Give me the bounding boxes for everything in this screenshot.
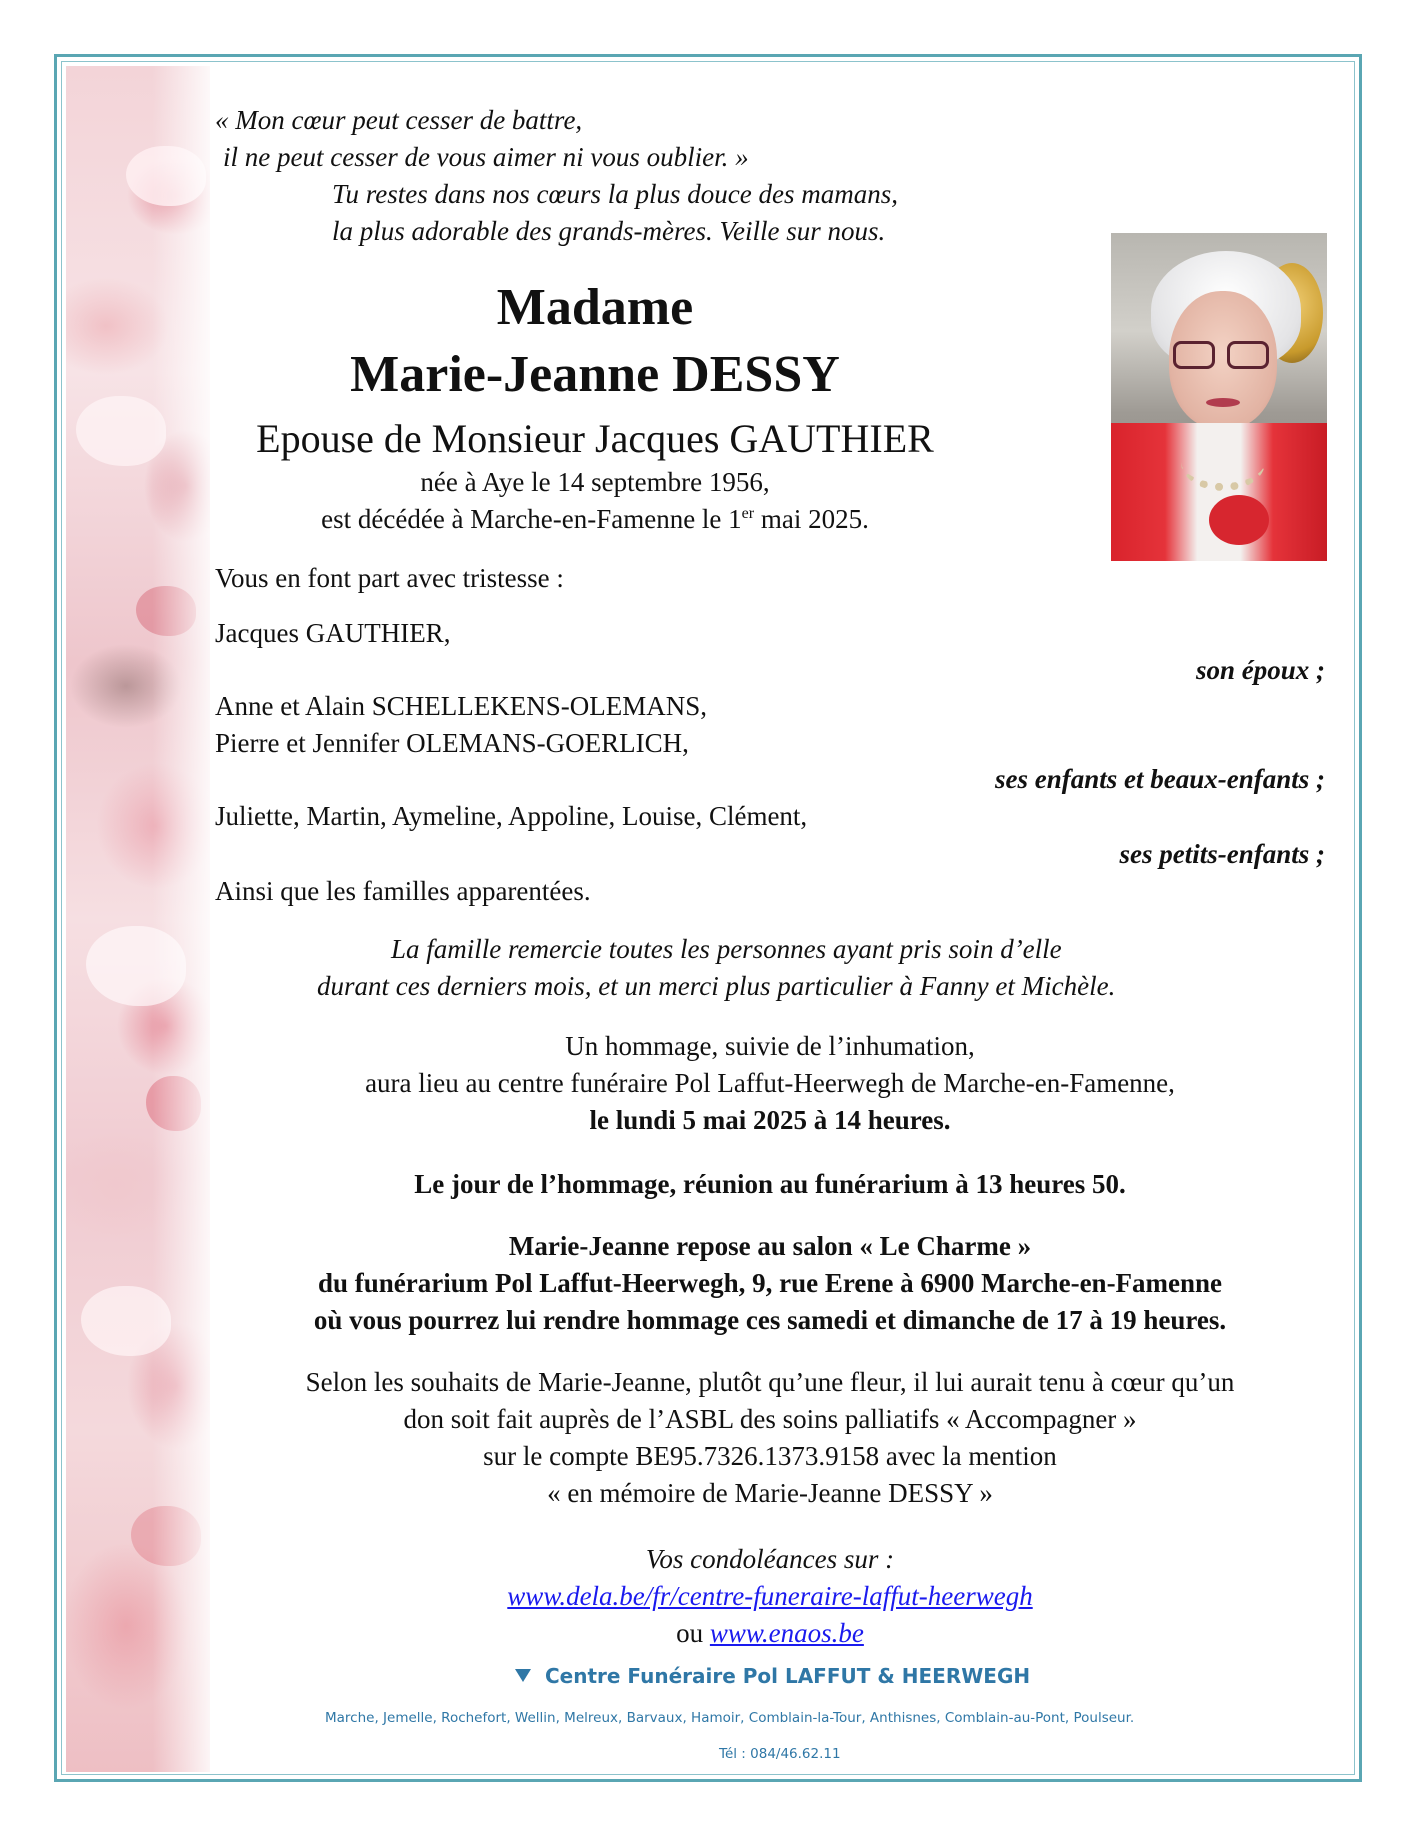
condolences-alt-row — [215, 1617, 1325, 1649]
thanks-line: La famille remercie toutes les personnes ayant pris soin d’elle — [391, 934, 1062, 964]
announcement-intro: Vous en font part avec tristesse : — [215, 563, 564, 593]
family-member: Anne et Alain SCHELLEKENS-OLEMANS, — [215, 691, 707, 721]
ceremony-date: le lundi 5 mai 2025 à 14 heures. — [589, 1105, 951, 1135]
family-member: Pierre et Jennifer OLEMANS-GOERLICH, — [215, 728, 689, 758]
ceremony-line: aura lieu au centre funéraire Pol Laffut-Heerwegh de Marche-en-Famenne, — [365, 1068, 1175, 1098]
or-text: ou — [676, 1618, 710, 1648]
condolences-link-dela[interactable]: www.dela.be/fr/centre-funeraire-laffut-heerwegh — [507, 1581, 1033, 1611]
family-member: Jacques GAUTHIER, — [215, 618, 451, 648]
funeral-home-phone: Tél : 084/46.62.11 — [719, 1746, 841, 1762]
spouse-line: Epouse de Monsieur Jacques GAUTHIER — [256, 416, 934, 461]
thanks-line: durant ces derniers mois, et un merci plus particulier à Fanny et Michèle. — [317, 971, 1116, 1001]
portrait-photo — [1111, 233, 1327, 561]
donation-line: sur le compte BE95.7326.1373.9158 avec la mention — [483, 1441, 1057, 1471]
donation-line: « en mémoire de Marie-Jeanne DESSY » — [547, 1478, 993, 1508]
donation-line: don soit fait auprès de l’ASBL des soins palliatifs « Accompagner » — [403, 1404, 1137, 1434]
condolences-label: Vos condoléances sur : — [645, 1544, 895, 1574]
poem-line: « Mon cœur peut cesser de battre, — [215, 105, 583, 135]
condolences-link-enaos[interactable]: www.enaos.be — [709, 1618, 864, 1648]
family-role: ses enfants et beaux-enfants ; — [995, 764, 1325, 794]
triangle-down-icon — [515, 1669, 531, 1682]
visitation-line: où vous pourrez lui rendre hommage ces samedi et dimanche de 17 à 19 heures. — [313, 1305, 1227, 1335]
ceremony-line: Un hommage, suivie de l’inhumation, — [565, 1031, 975, 1061]
family-role: ses petits-enfants ; — [1119, 839, 1325, 869]
poem-line: Tu restes dans nos cœurs la plus douce des mamans, — [332, 179, 899, 209]
family-member: Juliette, Martin, Aymeline, Appoline, Louise, Clément, — [215, 801, 808, 831]
family-role: son époux ; — [1195, 655, 1325, 685]
birth-line: née à Aye le 14 septembre 1956, — [420, 467, 770, 497]
poem-line: il ne peut cesser de vous aimer ni vous oublier. » — [223, 142, 749, 172]
donation-line: Selon les souhaits de Marie-Jeanne, plutôt qu’une fleur, il lui aurait tenu à cœur qu’un — [305, 1367, 1235, 1397]
cherry-blossom-decoration — [66, 66, 210, 1772]
salutation: Madame — [496, 279, 694, 336]
death-line: est décédée à Marche-en-Famenne le 1er mai 2025. — [321, 504, 869, 534]
meeting-line: Le jour de l’hommage, réunion au funérarium à 13 heures 50. — [414, 1169, 1126, 1199]
poem-line: la plus adorable des grands-mères. Veille sur nous. — [332, 216, 886, 246]
visitation-line: du funérarium Pol Laffut-Heerwegh, 9, rue Erene à 6900 Marche-en-Famenne — [317, 1268, 1223, 1298]
deceased-name: Marie-Jeanne DESSY — [350, 346, 840, 403]
funeral-home-locations: Marche, Jemelle, Rochefort, Wellin, Melreux, Barvaux, Hamoir, Comblain-la-Tour, Anthisnes, Comblain-au-Pont, Poulseur. — [325, 1710, 1135, 1726]
visitation-line: Marie-Jeanne repose au salon « Le Charme » — [508, 1231, 1032, 1261]
funeral-home-name: Centre Funéraire Pol LAFFUT & HEERWEGH — [515, 1664, 1030, 1688]
condolences-link-row — [215, 1580, 1325, 1612]
family-member: Ainsi que les familles apparentées. — [215, 876, 591, 906]
